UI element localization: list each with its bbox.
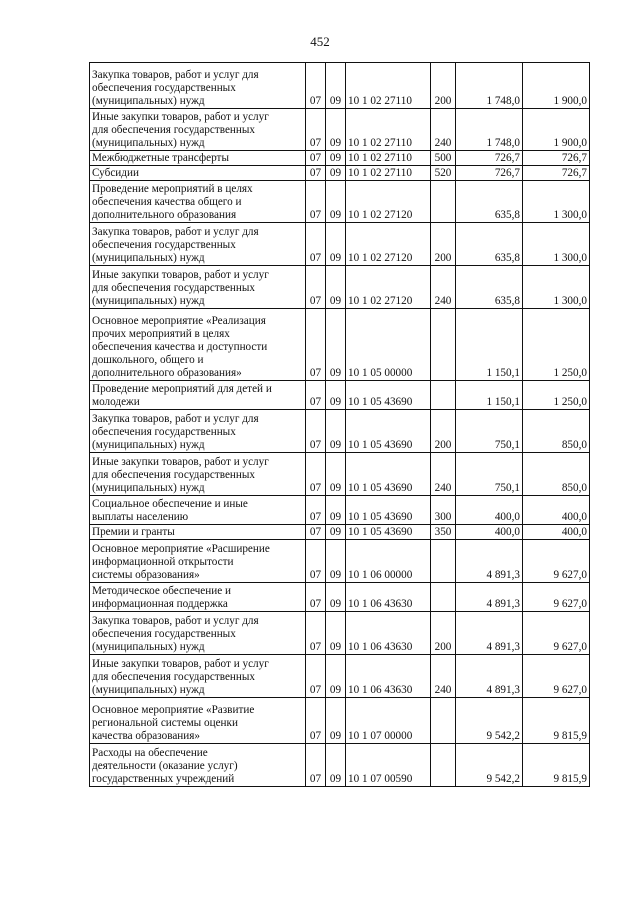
- expense-type-code: [431, 381, 456, 410]
- amount-year-2: 9 627,0: [523, 540, 590, 583]
- table-row: [90, 453, 590, 496]
- amount-year-2: 1 250,0: [523, 309, 590, 381]
- expense-type-code: 300: [431, 496, 456, 525]
- expense-type-code: [431, 540, 456, 583]
- section-code: 07: [306, 151, 326, 166]
- budget-table: [89, 62, 590, 787]
- target-article-code: 10 1 07 00590: [346, 744, 431, 787]
- expense-type-code: [431, 181, 456, 223]
- table-row: [90, 612, 590, 655]
- expense-item-name: Основное мероприятие «Развитие региональной системы оценки качества образования»: [90, 698, 306, 744]
- amount-year-1: 400,0: [456, 525, 523, 540]
- amount-year-1: 400,0: [456, 496, 523, 525]
- table-row: [90, 181, 590, 223]
- table-row: [90, 698, 590, 744]
- amount-year-2: 9 815,9: [523, 744, 590, 787]
- budget-table-body: [90, 63, 590, 787]
- expense-item-name: Основное мероприятие «Расширение информационной открытости системы образования»: [90, 540, 306, 583]
- section-code: 07: [306, 223, 326, 266]
- expense-type-code: 240: [431, 453, 456, 496]
- amount-year-1: 4 891,3: [456, 583, 523, 612]
- table-row: [90, 744, 590, 787]
- target-article-code: 10 1 06 43630: [346, 612, 431, 655]
- amount-year-1: 9 542,2: [456, 744, 523, 787]
- section-code: 07: [306, 63, 326, 109]
- section-code: 07: [306, 698, 326, 744]
- amount-year-2: 400,0: [523, 496, 590, 525]
- section-code: 07: [306, 181, 326, 223]
- amount-year-1: 635,8: [456, 223, 523, 266]
- expense-item-name: Закупка товаров, работ и услуг для обеспечения государственных (муниципальных) нужд: [90, 223, 306, 266]
- amount-year-2: 1 300,0: [523, 181, 590, 223]
- expense-item-name: Иные закупки товаров, работ и услуг для обеспечения государственных (муниципальных) нужд: [90, 655, 306, 698]
- amount-year-1: 750,1: [456, 410, 523, 453]
- expense-type-code: 240: [431, 655, 456, 698]
- amount-year-2: 400,0: [523, 525, 590, 540]
- target-article-code: 10 1 05 43690: [346, 410, 431, 453]
- expense-type-code: 200: [431, 63, 456, 109]
- target-article-code: 10 1 05 43690: [346, 381, 431, 410]
- subsection-code: 09: [326, 151, 346, 166]
- subsection-code: 09: [326, 181, 346, 223]
- table-row: [90, 655, 590, 698]
- amount-year-2: 1 900,0: [523, 63, 590, 109]
- expense-item-name: Закупка товаров, работ и услуг для обеспечения государственных (муниципальных) нужд: [90, 410, 306, 453]
- expense-type-code: [431, 744, 456, 787]
- expense-item-name: Иные закупки товаров, работ и услуг для обеспечения государственных (муниципальных) нужд: [90, 453, 306, 496]
- subsection-code: 09: [326, 612, 346, 655]
- table-row: [90, 223, 590, 266]
- page-number: 452: [310, 34, 330, 49]
- expense-item-name: Субсидии: [90, 166, 306, 181]
- expense-item-name: Закупка товаров, работ и услуг для обеспечения государственных (муниципальных) нужд: [90, 63, 306, 109]
- expense-type-code: 240: [431, 266, 456, 309]
- amount-year-1: 750,1: [456, 453, 523, 496]
- target-article-code: 10 1 06 43630: [346, 655, 431, 698]
- expense-type-code: 200: [431, 612, 456, 655]
- amount-year-1: 1 748,0: [456, 63, 523, 109]
- section-code: 07: [306, 655, 326, 698]
- expense-type-code: 200: [431, 223, 456, 266]
- subsection-code: 09: [326, 583, 346, 612]
- expense-type-code: [431, 698, 456, 744]
- target-article-code: 10 1 05 00000: [346, 309, 431, 381]
- amount-year-2: 1 900,0: [523, 109, 590, 151]
- subsection-code: 09: [326, 540, 346, 583]
- expense-type-code: 200: [431, 410, 456, 453]
- amount-year-2: 1 250,0: [523, 381, 590, 410]
- amount-year-2: 9 627,0: [523, 583, 590, 612]
- section-code: 07: [306, 309, 326, 381]
- expense-type-code: 500: [431, 151, 456, 166]
- amount-year-2: 850,0: [523, 453, 590, 496]
- section-code: 07: [306, 744, 326, 787]
- table-row: [90, 583, 590, 612]
- amount-year-2: 9 627,0: [523, 655, 590, 698]
- expense-item-name: Иные закупки товаров, работ и услуг для обеспечения государственных (муниципальных) нужд: [90, 109, 306, 151]
- amount-year-1: 726,7: [456, 166, 523, 181]
- target-article-code: 10 1 02 27110: [346, 151, 431, 166]
- expense-type-code: 350: [431, 525, 456, 540]
- amount-year-1: 1 150,1: [456, 309, 523, 381]
- table-row: [90, 63, 590, 109]
- table-row: [90, 151, 590, 166]
- table-row: [90, 496, 590, 525]
- amount-year-1: 4 891,3: [456, 540, 523, 583]
- section-code: 07: [306, 381, 326, 410]
- table-row: [90, 410, 590, 453]
- subsection-code: 09: [326, 744, 346, 787]
- section-code: 07: [306, 496, 326, 525]
- section-code: 07: [306, 109, 326, 151]
- expense-type-code: 240: [431, 109, 456, 151]
- section-code: 07: [306, 583, 326, 612]
- amount-year-2: 9 627,0: [523, 612, 590, 655]
- table-row: [90, 381, 590, 410]
- subsection-code: 09: [326, 166, 346, 181]
- expense-item-name: Премии и гранты: [90, 525, 306, 540]
- target-article-code: 10 1 05 43690: [346, 525, 431, 540]
- target-article-code: 10 1 06 00000: [346, 540, 431, 583]
- subsection-code: 09: [326, 223, 346, 266]
- section-code: 07: [306, 525, 326, 540]
- subsection-code: 09: [326, 525, 346, 540]
- amount-year-1: 726,7: [456, 151, 523, 166]
- expense-item-name: Закупка товаров, работ и услуг для обеспечения государственных (муниципальных) нужд: [90, 612, 306, 655]
- table-row: [90, 266, 590, 309]
- amount-year-1: 635,8: [456, 181, 523, 223]
- amount-year-1: 635,8: [456, 266, 523, 309]
- table-row: [90, 540, 590, 583]
- amount-year-1: 1 748,0: [456, 109, 523, 151]
- amount-year-2: 726,7: [523, 151, 590, 166]
- subsection-code: 09: [326, 309, 346, 381]
- amount-year-2: 1 300,0: [523, 266, 590, 309]
- target-article-code: 10 1 02 27110: [346, 109, 431, 151]
- expense-item-name: Расходы на обеспечение деятельности (оказание услуг) государственных учреждений: [90, 744, 306, 787]
- subsection-code: 09: [326, 496, 346, 525]
- subsection-code: 09: [326, 453, 346, 496]
- target-article-code: 10 1 02 27120: [346, 266, 431, 309]
- target-article-code: 10 1 06 43630: [346, 583, 431, 612]
- expense-type-code: [431, 583, 456, 612]
- expense-item-name: Проведение мероприятий для детей и молодежи: [90, 381, 306, 410]
- target-article-code: 10 1 07 00000: [346, 698, 431, 744]
- section-code: 07: [306, 540, 326, 583]
- amount-year-1: 4 891,3: [456, 655, 523, 698]
- expense-item-name: Методическое обеспечение и информационная поддержка: [90, 583, 306, 612]
- table-row: [90, 525, 590, 540]
- subsection-code: 09: [326, 410, 346, 453]
- expense-item-name: Социальное обеспечение и иные выплаты населению: [90, 496, 306, 525]
- target-article-code: 10 1 05 43690: [346, 496, 431, 525]
- target-article-code: 10 1 02 27120: [346, 223, 431, 266]
- target-article-code: 10 1 02 27120: [346, 181, 431, 223]
- subsection-code: 09: [326, 381, 346, 410]
- section-code: 07: [306, 266, 326, 309]
- amount-year-2: 1 300,0: [523, 223, 590, 266]
- amount-year-2: 9 815,9: [523, 698, 590, 744]
- amount-year-1: 4 891,3: [456, 612, 523, 655]
- subsection-code: 09: [326, 655, 346, 698]
- subsection-code: 09: [326, 698, 346, 744]
- table-row: [90, 166, 590, 181]
- section-code: 07: [306, 612, 326, 655]
- subsection-code: 09: [326, 109, 346, 151]
- table-row: [90, 109, 590, 151]
- amount-year-1: 9 542,2: [456, 698, 523, 744]
- table-row: [90, 309, 590, 381]
- expense-item-name: Проведение мероприятий в целях обеспечения качества общего и дополнительного образования: [90, 181, 306, 223]
- target-article-code: 10 1 05 43690: [346, 453, 431, 496]
- amount-year-2: 850,0: [523, 410, 590, 453]
- section-code: 07: [306, 410, 326, 453]
- section-code: 07: [306, 166, 326, 181]
- expense-item-name: Иные закупки товаров, работ и услуг для обеспечения государственных (муниципальных) нужд: [90, 266, 306, 309]
- expense-type-code: 520: [431, 166, 456, 181]
- expense-item-name: Межбюджетные трансферты: [90, 151, 306, 166]
- target-article-code: 10 1 02 27110: [346, 63, 431, 109]
- target-article-code: 10 1 02 27110: [346, 166, 431, 181]
- expense-type-code: [431, 309, 456, 381]
- amount-year-2: 726,7: [523, 166, 590, 181]
- section-code: 07: [306, 453, 326, 496]
- expense-item-name: Основное мероприятие «Реализация прочих мероприятий в целях обеспечения качества и доступности дошкольного, общего и дополнительного образования»: [90, 309, 306, 381]
- amount-year-1: 1 150,1: [456, 381, 523, 410]
- subsection-code: 09: [326, 63, 346, 109]
- subsection-code: 09: [326, 266, 346, 309]
